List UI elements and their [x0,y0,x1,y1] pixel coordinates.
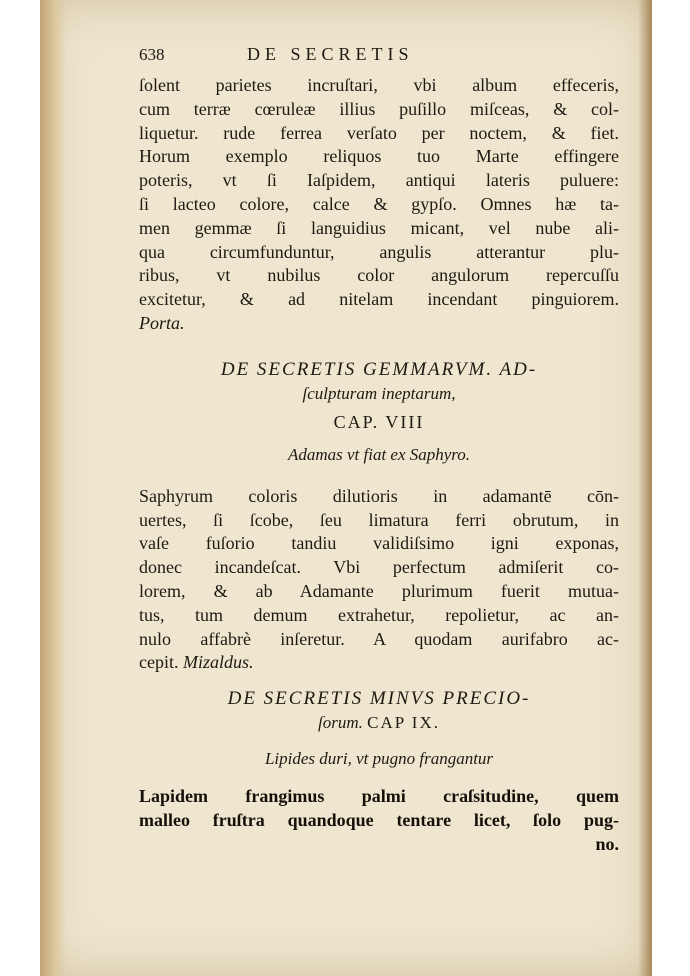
text-line: liquetur. rude ferrea verſato per noctem, & fiet. [139,122,619,143]
chapter-8-number: CAP. VIII [333,411,425,432]
chapter-9-title [139,687,619,735]
chapter-8-title-line1: DE SECRETIS GEMMARVM. AD- [220,358,538,380]
text-line: nulo affabrè inſeretur. A quodam aurifabro ac- [139,628,619,649]
text-line: ſolent parietes incruſtari, vbi album effeceris, [139,75,619,95]
text-line: men gemmæ ſi languidius micant, vel nube ali- [139,217,619,238]
chapter-9 [139,687,619,856]
signature-porta: Porta. [139,312,185,333]
text-line: cum terræ cœruleæ illius puſillo miſceas, & col- [139,98,619,119]
text-line: vaſe fuſorio tandiu validiſsimo igni exponas, [139,533,619,554]
chapter-9-number: CAP IX. [367,713,440,733]
page-binding-shadow [40,0,66,976]
text-line: ſi lacteo colore, calce & gypſo. Omnes hæ ta- [139,193,619,214]
chapter-8-title [139,358,619,406]
text-line: malleo fruſtra quandoque tentare licet, ſolo pug- [139,809,619,830]
text-line-with-signature [139,651,619,675]
running-head [139,44,619,74]
chapter-9-title-line2: ſorum. [317,713,363,733]
text-line: Horum exemplo reliquos tuo Marte effingere [139,146,619,167]
section-1-text [139,74,619,336]
text-line: Saphyrum coloris dilutioris in adamantē cōn- [139,485,619,506]
text-line: qua circumfunduntur, angulis atterantur plu- [139,241,619,262]
chapter-9-recipe-title: Lipides duri, vt pugno frangantur [264,749,494,769]
page-edge-shadow [638,0,652,976]
text-line: cepit. [139,652,179,673]
chapter-8-title-line2: ſculpturam ineptarum, [302,383,456,403]
page-text [139,44,619,857]
signature-mizaldus: Mizaldus. [182,652,254,673]
chapter-8 [139,358,619,675]
catchword: no. [595,833,619,854]
text-line: poteris, vt ſi Iaſpidem, antiqui lateris puluere: [139,170,619,191]
chapter-8-recipe-title: Adamas vt fiat ex Saphyro. [287,444,471,464]
chapter-9-title-line2-wrap [139,711,619,735]
text-line: donec incandeſcat. Vbi perfectum admiſerit co- [139,557,619,578]
text-line: lorem, & ab Adamante plurimum fuerit mutua- [139,580,619,601]
text-line: excitetur, & ad nitelam incendant pinguiorem. [139,289,619,310]
text-line: ribus, vt nubilus color angulorum repercuſſu [139,265,619,286]
text-line: Lapidem frangimus palmi craſsitudine, quem [139,786,619,807]
text-line: tus, tum demum extrahetur, repolietur, ac an- [139,604,619,625]
chapter-8-text [139,485,619,675]
chapter-9-text [139,785,619,856]
text-line: uertes, ſi ſcobe, ſeu limatura ferri obrutum, in [139,509,619,530]
page-number: 638 [139,45,165,64]
chapter-9-title-line1: DE SECRETIS MINVS PRECIO- [227,688,531,710]
running-title: DE SECRETIS [247,44,414,64]
